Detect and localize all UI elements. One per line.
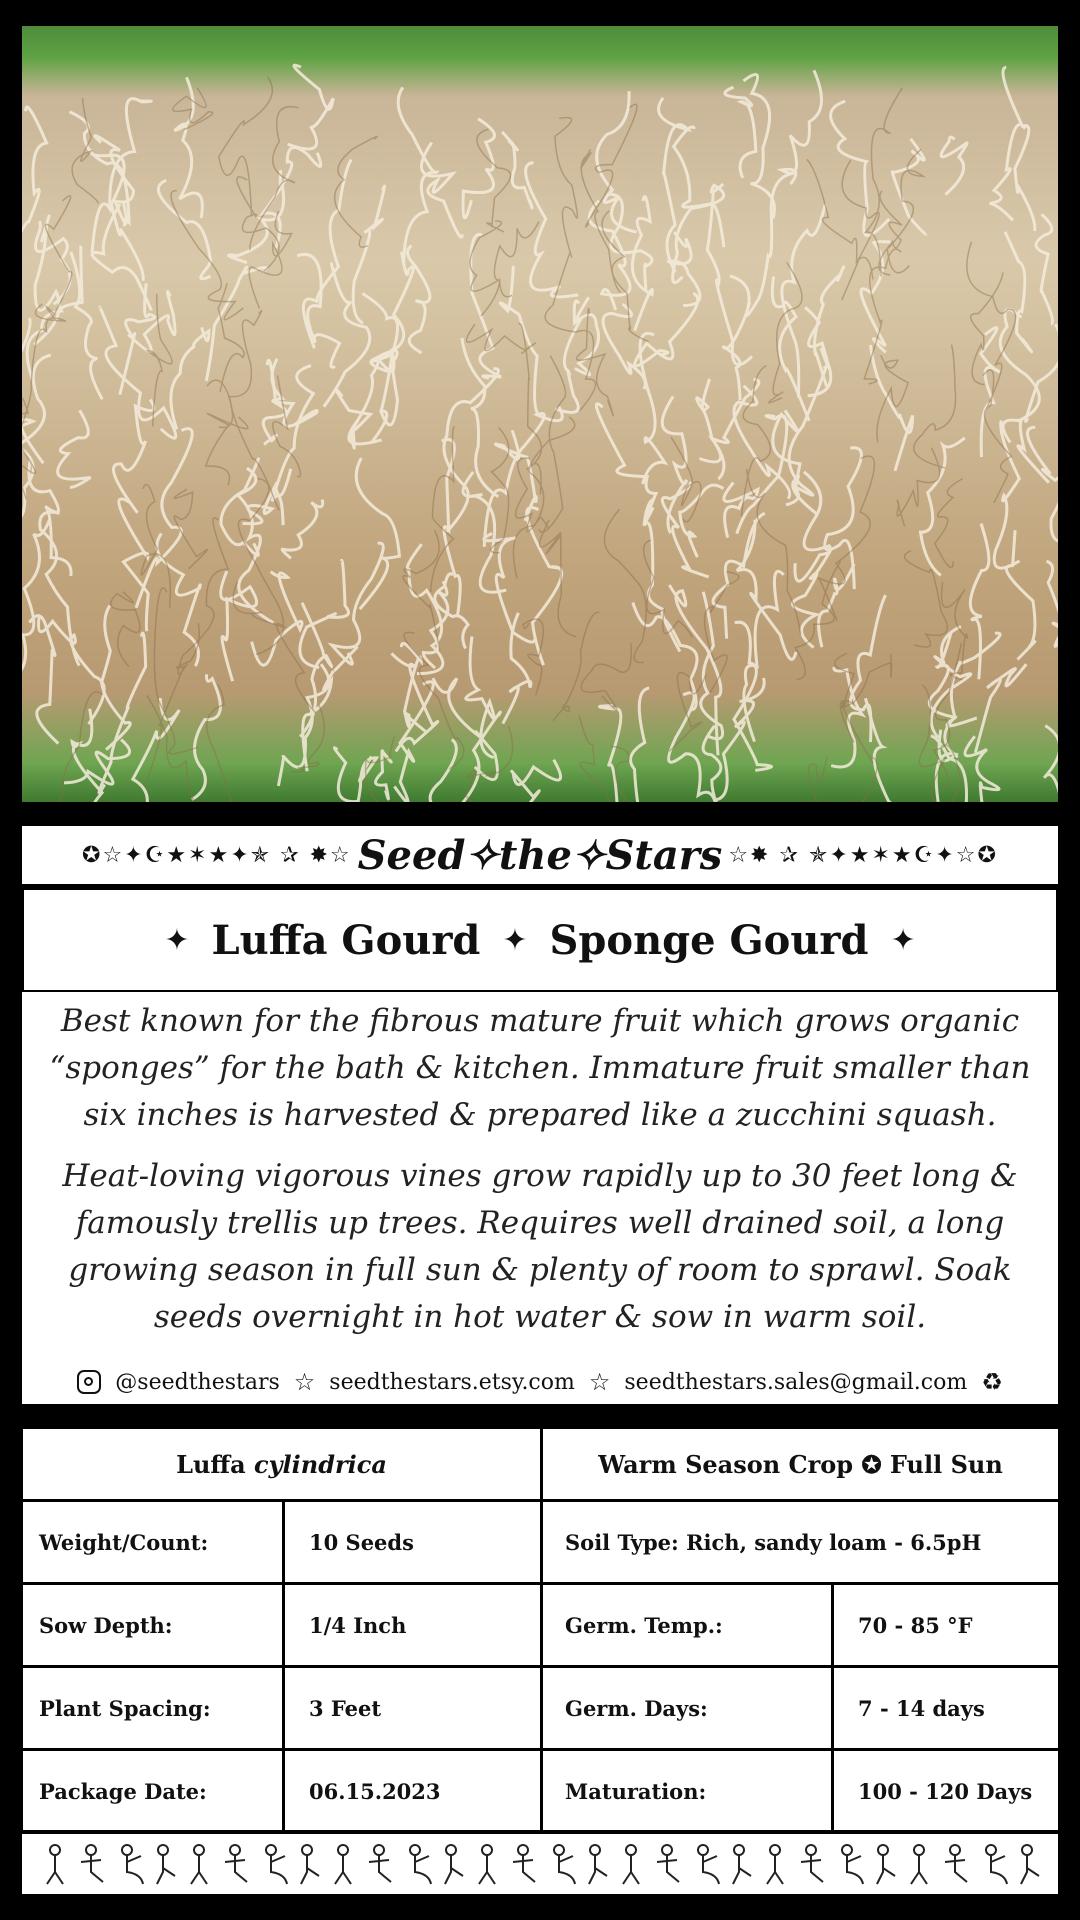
fiber-strand [701, 592, 723, 739]
fiber-strand [408, 246, 430, 353]
fiber-strand [921, 438, 965, 576]
fiber-strand [831, 101, 890, 235]
description-panel [22, 992, 1058, 1404]
fiber-strand [29, 616, 58, 744]
fiber-strand [495, 430, 536, 521]
date-label: Package Date: [22, 1750, 284, 1833]
hieroglyph-figure-icon [369, 1845, 391, 1882]
season-cell [542, 1428, 1060, 1501]
fiber-strand [851, 595, 886, 742]
species-cell [22, 1428, 542, 1501]
hieroglyph-figure-icon [1021, 1845, 1039, 1884]
email-link[interactable]: seedthestars.sales@gmail.com [624, 1369, 968, 1395]
star-outline-icon: ☆ [293, 1368, 316, 1396]
hieroglyph-figure-icon [623, 1845, 639, 1884]
fiber-strand [1005, 232, 1032, 352]
fiber-strand [793, 551, 831, 647]
fiber-strand [540, 520, 577, 637]
fiber-strand [174, 489, 207, 569]
hieroglyph-figure-icon [842, 1845, 863, 1884]
fiber-strand [38, 692, 102, 802]
fiber-strand [1003, 67, 1035, 231]
maturation-value: 100 - 120 Days [833, 1750, 1060, 1833]
germ-temp-value: 70 - 85 °F [833, 1584, 1060, 1667]
star-outline-icon: ☆ [588, 1368, 611, 1396]
etsy-link[interactable]: seedthestars.etsy.com [329, 1369, 575, 1395]
fiber-strand [1047, 561, 1059, 646]
fiber-strand [723, 276, 749, 400]
fiber-strand [29, 458, 71, 576]
hieroglyph-figure-icon [698, 1845, 719, 1884]
fiber-strand [466, 636, 495, 757]
brand-strip [22, 826, 1058, 884]
hieroglyph-figure-icon [911, 1845, 927, 1884]
hieroglyph-figure-icon [335, 1845, 351, 1884]
fiber-strand [725, 87, 756, 178]
hieroglyph-figure-icon [733, 1845, 751, 1884]
fiber-strand [72, 709, 115, 802]
fiber-strand [935, 479, 963, 568]
fiber-strand [581, 643, 631, 710]
depth-value: 1/4 Inch [284, 1584, 542, 1667]
fiber-strand [697, 379, 721, 462]
fiber-strand [947, 633, 1000, 726]
weight-label: Weight/Count: [22, 1501, 284, 1584]
fiber-strand [555, 297, 589, 412]
fiber-strand [905, 551, 948, 647]
fiber-strand [206, 267, 266, 381]
hieroglyph-figure-icon [986, 1845, 1007, 1884]
hieroglyph-figure-icon [801, 1845, 823, 1882]
fiber-strand [111, 592, 140, 667]
fiber-strand [401, 644, 426, 732]
fiber-strand [965, 736, 999, 802]
fiber-strand [914, 345, 956, 468]
fiber-strand [1044, 726, 1058, 802]
product-name: Luffa Gourd [211, 916, 481, 964]
recycle-icon: ♻ [981, 1368, 1003, 1396]
hieroglyph-figure-icon [410, 1845, 431, 1884]
maturation-label: Maturation: [542, 1750, 833, 1833]
luffa-sponge-photo [22, 26, 1058, 802]
fiber-strand [1027, 427, 1058, 541]
fiber-strand [58, 410, 91, 487]
fiber-strand [809, 756, 840, 802]
weight-value: 10 Seeds [284, 1501, 542, 1584]
hieroglyph-figure-icon [301, 1845, 319, 1884]
fiber-strand [219, 77, 273, 215]
fiber-strand [1036, 214, 1052, 324]
hieroglyph-figure-icon [657, 1845, 679, 1882]
fiber-strand [171, 327, 209, 429]
fiber-strand [941, 137, 967, 194]
soil-label: Soil Type: [565, 1529, 679, 1555]
fiber-strand [332, 543, 383, 664]
fiber-strand [609, 194, 652, 290]
soil-cell [542, 1501, 1060, 1584]
fiber-strand [555, 118, 577, 258]
fiber-strand [807, 159, 873, 279]
hieroglyph-figure-icon [157, 1845, 175, 1884]
fiber-strand [707, 190, 752, 364]
germ-days-value: 7 - 14 days [833, 1667, 1060, 1750]
germ-days-label: Germ. Days: [542, 1667, 833, 1750]
fiber-strand [990, 124, 1026, 220]
fiber-strand [627, 688, 649, 802]
fiber-strand [503, 613, 531, 724]
fiber-strand [192, 674, 220, 799]
product-name-box [22, 888, 1058, 992]
fiber-strand [970, 524, 989, 680]
fiber-strand [870, 345, 912, 471]
fiber-strand [22, 520, 50, 686]
fiber-strand [430, 740, 467, 803]
season-label: Warm Season Crop [598, 1449, 854, 1479]
fiber-strand [597, 91, 637, 232]
instagram-handle[interactable]: @seedthestars [115, 1369, 280, 1395]
fiber-strand [303, 160, 351, 349]
fiber-strand [1006, 530, 1035, 659]
hieroglyph-figure-icon [445, 1845, 463, 1884]
fiber-strand [71, 252, 102, 399]
fiber-strand [353, 186, 384, 323]
contact-line [22, 1368, 1058, 1396]
hieroglyph-figure-icon [767, 1845, 783, 1884]
fiber-strand [746, 469, 800, 635]
fiber-strand [282, 500, 322, 559]
decorative-stars-left: ✪☆✦☪★✶★✦✯ ✰ ✸☆ [82, 842, 352, 868]
hieroglyph-figure-icon [225, 1845, 247, 1882]
hieroglyph-figure-icon [191, 1845, 207, 1884]
fiber-strand [773, 410, 817, 514]
depth-label: Sow Depth: [22, 1584, 284, 1667]
fiber-strand [249, 211, 291, 309]
fiber-strand [470, 221, 512, 297]
fiber-strand [324, 263, 370, 407]
date-value: 06.15.2023 [284, 1750, 542, 1833]
fiber-strand [825, 448, 862, 589]
spacing-label: Plant Spacing: [22, 1667, 284, 1750]
fiber-strand [781, 70, 821, 184]
fiber-strand [92, 204, 151, 310]
fiber-strand [877, 355, 908, 442]
spacing-value: 3 Feet [284, 1667, 542, 1750]
hieroglyph-figure-icon [479, 1845, 495, 1884]
sun-label: Full Sun [889, 1449, 1003, 1479]
genus-name: Luffa [176, 1449, 246, 1479]
fiber-strand [250, 107, 299, 250]
fiber-strand [596, 706, 621, 802]
fiber-strand [596, 404, 656, 522]
fiber-strand [743, 74, 774, 218]
fiber-strand [782, 204, 825, 397]
fiber-strand [421, 143, 462, 238]
sun-icon: ✪ [861, 1449, 882, 1479]
hieroglyph-figure-icon [877, 1845, 895, 1884]
description-paragraph-1: Best known for the fibrous mature fruit which grows organic “sponges” for the bath & kitchen. Immature fruit smaller than six inches is harvested & prepared like a zucchini squash. [49, 1003, 1031, 1133]
growing-info-table [20, 1426, 1058, 1830]
hieroglyph-border [22, 1834, 1058, 1894]
germ-temp-label: Germ. Temp.: [542, 1584, 833, 1667]
brand-title: Seed✧the✧Stars [357, 831, 723, 879]
fiber-strand [553, 612, 599, 721]
hieroglyph-figure-icon [513, 1845, 535, 1882]
fiber-strand [317, 748, 360, 802]
fiber-strand [22, 107, 47, 266]
decorative-stars-right: ☆✸ ✰ ✯✦★✶★☪✦☆✪ [728, 842, 998, 868]
fiber-strand [356, 458, 399, 609]
hieroglyph-figure-icon [122, 1845, 143, 1884]
fiber-strand [113, 400, 153, 513]
hieroglyph-figure-icon [266, 1845, 287, 1884]
four-point-star-icon: ✦ [502, 922, 528, 958]
product-alt-name: Sponge Gourd [549, 916, 869, 964]
hieroglyph-icons [35, 1838, 1045, 1890]
fiber-strand [272, 366, 313, 525]
description-paragraph-2: Heat-loving vigorous vines grow rapidly up to 30 feet long & famously trellis up trees. Requires well drained soil, a long growing season in full sun & plenty of room to sprawl. Soak seeds overnight in hot water & sow in warm soil. [62, 1158, 1018, 1335]
hieroglyph-figure-icon [81, 1845, 103, 1882]
fiber-strand [734, 386, 790, 499]
fiber-strand [604, 509, 646, 662]
instagram-icon [77, 1370, 101, 1394]
fiber-texture [22, 26, 1058, 802]
fiber-strand [975, 664, 1026, 753]
hieroglyph-figure-icon [554, 1845, 575, 1884]
hieroglyph-figure-icon [47, 1845, 63, 1884]
species-epithet: cylindrica [254, 1449, 387, 1479]
fiber-strand [512, 760, 561, 802]
four-point-star-icon: ✦ [164, 922, 190, 958]
soil-value: Rich, sandy loam - 6.5pH [686, 1529, 982, 1555]
hieroglyph-figure-icon [945, 1845, 967, 1882]
fiber-strand [206, 413, 248, 485]
fiber-strand [579, 715, 613, 802]
four-point-star-icon: ✦ [890, 922, 916, 958]
hieroglyph-figure-icon [589, 1845, 607, 1884]
